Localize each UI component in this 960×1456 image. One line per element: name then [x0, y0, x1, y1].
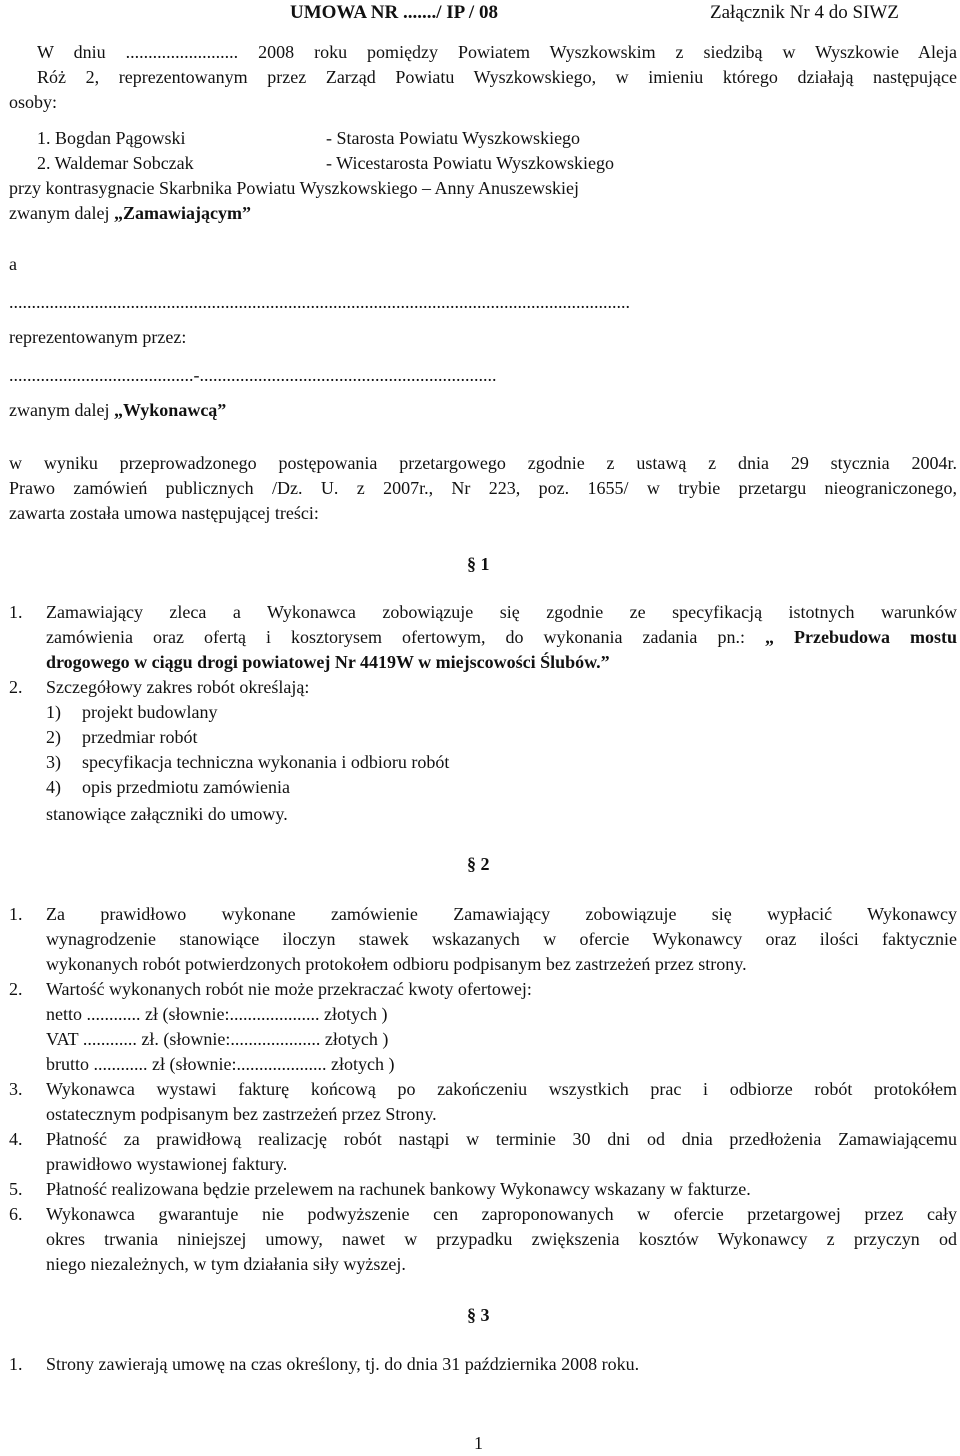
ordering-party-definition — [9, 201, 929, 226]
procedure-line-2: Prawo zamówień publicznych /Dz. U. z 2007r., Nr 223, poz. 1655/ w trybie przetargu nieograniczonego, — [9, 478, 957, 498]
s2-item-2-number: 2. — [9, 979, 23, 999]
s1-item-1-line-1: Zamawiający zleca a Wykonawca zobowiązuje się zgodnie ze specyfikacją istotnych warunków — [46, 602, 957, 622]
s2-item-3-line-2: ostatecznym podpisanym bez zastrzeżeń przez Strony. — [46, 1104, 437, 1124]
s1-sub-2-number: 2) — [46, 727, 61, 747]
s2-item-4-line-1: Płatność za prawidłową realizację robót nastąpi w terminie 30 dni od dnia przedłożenia Zamawiającemu — [46, 1129, 957, 1149]
s1-sub-4-number: 4) — [46, 777, 61, 797]
represented-by-label: reprezentowanym przez: — [9, 327, 187, 347]
attachment-label: Załącznik Nr 4 do SIWZ — [710, 2, 899, 23]
s1-sub-3-text: specyfikacja techniczna wykonania i odbioru robót — [82, 752, 450, 772]
contract-number: UMOWA NR ......./ IP / 08 — [290, 2, 498, 23]
s2-item-1-line-1: Za prawidłowo wykonane zamówienie Zamawiający zobowiązuje się wypłacić Wykonawcy — [46, 904, 957, 924]
zwanym-label-2: zwanym dalej — [9, 400, 114, 420]
attachments-note: stanowiące załączniki do umowy. — [46, 804, 288, 824]
s2-item-2-text: Wartość wykonanych robót nie może przekraczać kwoty ofertowej: — [46, 979, 532, 999]
s2-item-1-line-2: wynagrodzenie stanowiące iloczyn stawek wskazanych w ofercie Wykonawcy oraz ilości faktycznie — [46, 929, 957, 949]
page-number: 1 — [474, 1433, 483, 1453]
s1-item-1-number: 1. — [9, 602, 23, 622]
task-name-part-2: drogowego w ciągu drogi powiatowej Nr 4419W w miejscowości Ślubów.” — [46, 652, 610, 672]
s1-sub-1-text: projekt budowlany — [82, 702, 218, 722]
net-amount-line: netto ............ zł (słownie:.................... złotych ) — [46, 1004, 388, 1024]
gross-amount-line: brutto ............ zł (słownie:.................... złotych ) — [46, 1054, 395, 1074]
s1-item-2-text: Szczegółowy zakres robót określają: — [46, 677, 310, 697]
s2-item-6-line-2: okres trwania niniejszej umowy, nawet w przypadku zwiększenia kosztów Wykonawcy z przyczyn od — [46, 1229, 957, 1249]
person-1 — [37, 126, 957, 151]
s2-item-1-number: 1. — [9, 904, 23, 924]
s2-item-6-line-3: niego niezależnych, w tym działania siły wyższej. — [46, 1254, 406, 1274]
s2-item-5-text: Płatność realizowana będzie przelewem na rachunek bankowy Wykonawcy wskazany w fakturze. — [46, 1179, 751, 1199]
task-name-part-1: „ Przebudowa mostu — [764, 627, 957, 647]
person-1-name: 1. Bogdan Pągowski — [37, 128, 186, 148]
contractor-name: „Wykonawcą” — [113, 400, 227, 420]
conjunction-a: a — [9, 254, 17, 274]
s2-item-1-line-3: wykonanych robót potwierdzonych protokołem odbioru podpisanym bez zastrzeżeń przez strony. — [46, 954, 747, 974]
s2-item-6-line-1: Wykonawca gwarantuje nie podwyższenie cen zaproponowanych w ofercie przetargowej przez cały — [46, 1204, 957, 1224]
vat-amount-line: VAT ............ zł. (słownie:.................... złotych ) — [46, 1029, 389, 1049]
contractor-definition — [9, 398, 929, 423]
person-2-name: 2. Waldemar Sobczak — [37, 153, 194, 173]
person-2 — [37, 151, 957, 176]
s1-sub-2-text: przedmiar robót — [82, 727, 198, 747]
s3-item-1-number: 1. — [9, 1354, 23, 1374]
s1-sub-4-text: opis przedmiotu zamówienia — [82, 777, 290, 797]
procedure-line-3: zawarta została umowa następującej treści: — [9, 503, 319, 523]
section-2-title: § 2 — [467, 854, 490, 874]
person-1-role: - Starosta Powiatu Wyszkowskiego — [326, 128, 581, 148]
s1-item-2-number: 2. — [9, 677, 23, 697]
s1-item-1-line-2 — [46, 625, 957, 650]
s2-item-3-number: 3. — [9, 1079, 23, 1099]
s2-item-5-number: 5. — [9, 1179, 23, 1199]
intro-line-1: W dniu ......................... 2008 roku pomiędzy Powiatem Wyszkowskim z siedzibą w Wyszkowie Aleja — [37, 42, 957, 62]
s2-item-6-number: 6. — [9, 1204, 23, 1224]
s3-item-1-text: Strony zawierają umowę na czas określony, tj. do dnia 31 października 2008 roku. — [46, 1354, 640, 1374]
s2-item-3-line-1: Wykonawca wystawi fakturę końcową po zakończeniu wszystkich prac i odbiorze robót protokółem — [46, 1079, 957, 1099]
s1-sub-3-number: 3) — [46, 752, 61, 772]
contractor-blank: .......................................................................................................................................... — [9, 292, 630, 312]
representative-blank: .........................................-.................................................................. — [9, 365, 497, 385]
ordering-party-name: „Zamawiającym” — [113, 203, 251, 223]
s2-item-4-line-2: prawidłowo wystawionej faktury. — [46, 1154, 288, 1174]
zwanym-label: zwanym dalej — [9, 203, 114, 223]
s1-item-1-line-2-text: zamówienia oraz ofertą i kosztorysem ofertowym, do wykonania zadania pn.: — [46, 627, 765, 647]
intro-line-2: Róż 2, reprezentowanym przez Zarząd Powiatu Wyszkowskiego, w imieniu którego działają następujące — [37, 67, 957, 87]
s1-sub-1-number: 1) — [46, 702, 61, 722]
section-3-title: § 3 — [467, 1305, 490, 1325]
s2-item-4-number: 4. — [9, 1129, 23, 1149]
document-header — [290, 0, 899, 26]
countersignature: przy kontrasygnacie Skarbnika Powiatu Wyszkowskiego – Anny Anuszewskiej — [9, 178, 579, 198]
intro-line-3: osoby: — [9, 92, 58, 112]
person-2-role: - Wicestarosta Powiatu Wyszkowskiego — [326, 153, 614, 173]
section-1-title: § 1 — [467, 554, 490, 574]
procedure-line-1: w wyniku przeprowadzonego postępowania przetargowego zgodnie z ustawą z dnia 29 stycznia 2004r. — [9, 453, 957, 473]
